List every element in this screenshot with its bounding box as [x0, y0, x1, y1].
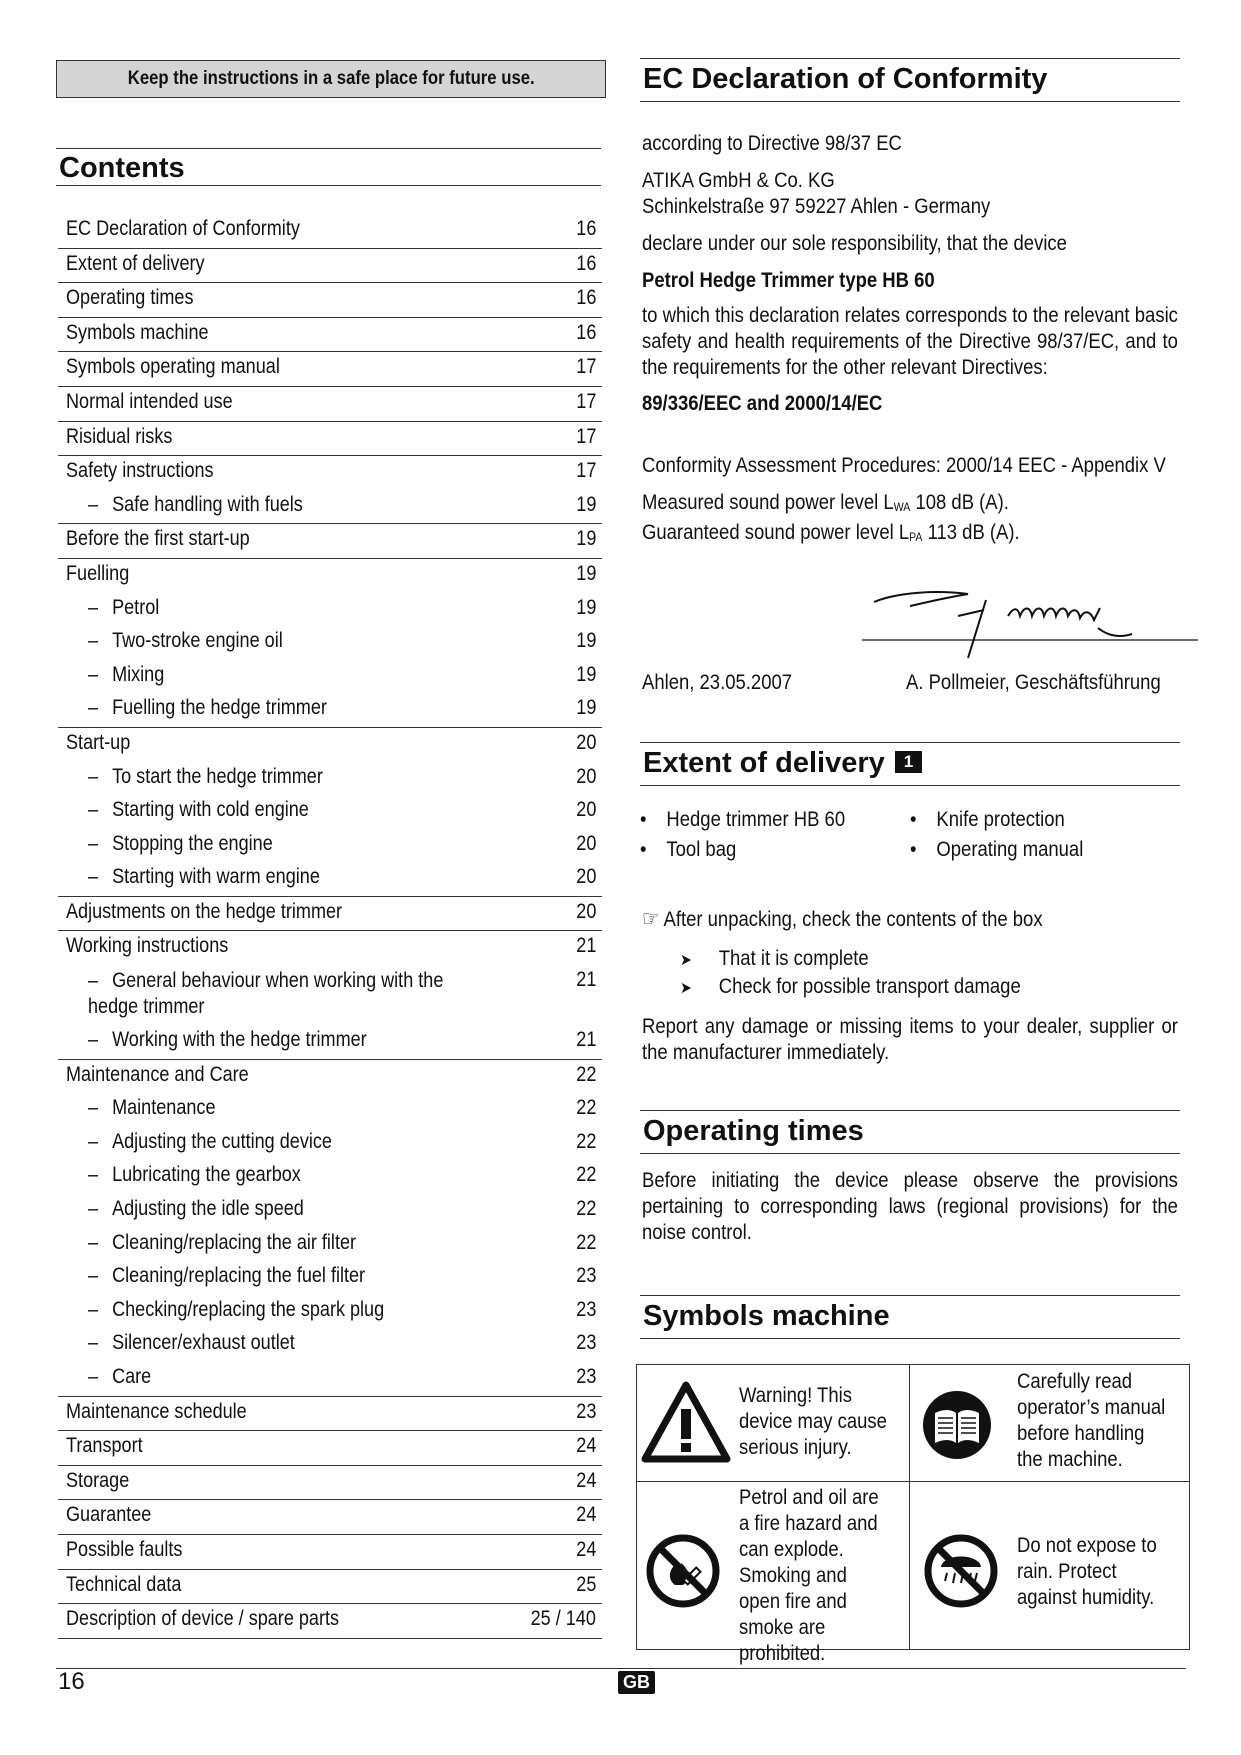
- toc-entry-label: Guarantee: [66, 1503, 152, 1527]
- toc-entry: [58, 593, 602, 627]
- toc-entry: [58, 1396, 602, 1431]
- toc-entry-page: 19: [575, 629, 596, 653]
- contents-heading-bar: [56, 148, 601, 186]
- toc-entry-page: 20: [575, 730, 596, 754]
- toc-entry-page: 17: [575, 424, 596, 448]
- toc-entry: [58, 490, 602, 524]
- delivery-item: • Tool bag: [640, 838, 736, 862]
- toc-entry: [58, 1328, 602, 1362]
- check-item: ➤ Check for possible transport damage: [680, 975, 1021, 998]
- toc-entry-label: Symbols operating manual: [66, 355, 280, 379]
- toc-entry: [58, 1362, 602, 1396]
- symbol-text: Petrol and oil are a fire hazard and can explode. Smoking and open fire and smoke are prohibited.: [739, 1486, 879, 1665]
- toc-entry: [58, 1499, 602, 1534]
- toc-entry-page: 19: [575, 527, 596, 551]
- toc-entry-page: 19: [575, 696, 596, 720]
- toc-entry-page: 21: [575, 1028, 596, 1052]
- toc-entry-page: 17: [575, 355, 596, 379]
- toc-entry-label: – Working with the hedge trimmer: [88, 1028, 367, 1052]
- toc-entry-page: 20: [575, 899, 596, 923]
- toc-entry-page: 21: [575, 968, 596, 992]
- toc-entry-page: 24: [575, 1434, 596, 1458]
- toc-entry-page: 20: [575, 865, 596, 889]
- toc-entry: [58, 523, 602, 558]
- declaration-body: [642, 131, 1178, 550]
- toc-entry: [58, 930, 602, 965]
- toc-entry-page: 24: [575, 1537, 596, 1561]
- warning-triangle-icon: [641, 1381, 731, 1463]
- toc-entry-label: Adjustments on the hedge trimmer: [66, 899, 343, 923]
- toc-entry-label: – Fuelling the hedge trimmer: [88, 696, 327, 720]
- toc-entry: [58, 455, 602, 490]
- toc-entry-page: 19: [575, 662, 596, 686]
- figure-ref-badge: 1: [895, 751, 922, 773]
- toc-entry-page: 23: [575, 1399, 596, 1423]
- toc-entry-label: Normal intended use: [66, 389, 233, 413]
- toc-entry-label: Operating times: [66, 286, 194, 310]
- toc-entry: [58, 896, 602, 931]
- unpacking-note: ☞ After unpacking, check the contents of the box: [642, 906, 1043, 931]
- toc-entry-label: – Maintenance: [88, 1096, 215, 1120]
- place-date: Ahlen, 23.05.2007: [642, 671, 793, 694]
- symbols-heading-bar: [640, 1295, 1180, 1339]
- language-badge: GB: [618, 1671, 655, 1694]
- toc-entry-label: – Silencer/exhaust outlet: [88, 1331, 295, 1355]
- declaration-company: ATIKA GmbH & Co. KG: [642, 169, 835, 192]
- toc-entry-page: 22: [575, 1230, 596, 1254]
- toc-entry: [58, 421, 602, 456]
- arrow-bullet-icon: ➤: [680, 952, 692, 969]
- toc-entry: [58, 727, 602, 762]
- toc-entry-label: EC Declaration of Conformity: [66, 217, 300, 240]
- declaration-declare: declare under our sole responsibility, that the device: [642, 232, 1067, 255]
- declaration-title: EC Declaration of Conformity: [643, 63, 1048, 95]
- toc-entry-label: Transport: [66, 1434, 143, 1458]
- toc-entry-label: Extent of delivery: [66, 251, 205, 275]
- toc-entry-page: 16: [575, 251, 596, 275]
- toc-entry-label: Maintenance schedule: [66, 1399, 247, 1423]
- toc-entry-label: Symbols machine: [66, 320, 209, 344]
- toc-entry: [58, 829, 602, 863]
- toc-entry-page: 22: [575, 1096, 596, 1120]
- signatory: A. Pollmeier, Geschäftsführung: [906, 671, 1161, 694]
- declaration-directives: 89/336/EEC and 2000/14/EC: [642, 392, 883, 415]
- toc-entry: [58, 1261, 602, 1295]
- toc-entry-label: Risidual risks: [66, 424, 173, 448]
- toc-entry-label: Maintenance and Care: [66, 1062, 249, 1086]
- operating-times-text: Before initiating the device please observe the provisions pertaining to corresponding laws (regional provisions) for the noise control.: [642, 1169, 1178, 1244]
- toc-entry: [58, 762, 602, 796]
- symbol-text: Warning! This device may cause serious injury.: [739, 1384, 887, 1459]
- measured-sound-level: Measured sound power level $L_{WA}$ 108 dB (A).: [642, 491, 1009, 514]
- toc-entry-page: 20: [575, 798, 596, 822]
- toc-entry-page: 17: [575, 459, 596, 483]
- toc-entry-page: 25: [575, 1572, 596, 1596]
- operating-times-heading-bar: [640, 1110, 1180, 1154]
- toc-entry-page: 19: [575, 492, 596, 516]
- no-rain-icon: [923, 1533, 999, 1609]
- toc-entry-page: 16: [575, 286, 596, 310]
- toc-entry-page: 23: [575, 1297, 596, 1321]
- toc-entry: [58, 862, 602, 896]
- toc-entry-label: – Checking/replacing the spark plug: [88, 1298, 384, 1322]
- report-text: Report any damage or missing items to your dealer, supplier or the manufacturer immediately.: [642, 1015, 1178, 1064]
- signatory-block: [906, 670, 1186, 696]
- toc-entry: [58, 282, 602, 317]
- toc-entry-label: – To start the hedge trimmer: [88, 765, 323, 789]
- page-number: 16: [58, 1668, 85, 1695]
- delivery-item: • Hedge trimmer HB 60: [640, 808, 845, 832]
- no-smoking-fire-icon: [645, 1533, 721, 1609]
- symbol-text: Carefully read operator’s manual before handling the machine.: [1017, 1370, 1166, 1471]
- toc-entry-label: Safety instructions: [66, 459, 214, 483]
- toc-entry-label: – Petrol: [88, 596, 159, 620]
- operating-times-body: [642, 1168, 1178, 1246]
- toc-entry-page: 22: [575, 1163, 596, 1187]
- toc-entry-label: – Lubricating the gearbox: [88, 1163, 301, 1187]
- signature-image: [858, 580, 1198, 660]
- toc-entry: [58, 1025, 602, 1059]
- table-of-contents: [58, 214, 602, 1639]
- toc-entry-label: – Care: [88, 1365, 151, 1389]
- delivery-item: • Knife protection: [910, 808, 1065, 832]
- toc-entry: [58, 1228, 602, 1262]
- toc-entry: [58, 1295, 602, 1329]
- toc-entry-label: – Stopping the engine: [88, 832, 273, 856]
- toc-entry-label: – Adjusting the idle speed: [88, 1197, 304, 1221]
- toc-entry: [58, 965, 602, 1025]
- symbol-text: Do not expose to rain. Protect against humidity.: [1017, 1534, 1157, 1609]
- toc-entry: [58, 693, 602, 727]
- toc-entry: [58, 1194, 602, 1228]
- toc-entry: [58, 1093, 602, 1127]
- toc-entry: [58, 1160, 602, 1194]
- toc-entry-page: 21: [575, 934, 596, 958]
- toc-entry: [58, 626, 602, 660]
- declaration-directive: according to Directive 98/37 EC: [642, 132, 902, 155]
- toc-entry-label: – Cleaning/replacing the air filter: [88, 1231, 356, 1255]
- toc-entry: [58, 1127, 602, 1161]
- symbols-table: [636, 1364, 1190, 1665]
- contents-title: Contents: [59, 152, 185, 184]
- declaration-address: Schinkelstraße 97 59227 Ahlen - Germany: [642, 195, 991, 218]
- toc-entry: [58, 1430, 602, 1465]
- arrow-bullet-icon: ➤: [680, 980, 692, 997]
- toc-entry-label: – General behaviour when working with the hedge trimmer: [88, 968, 466, 1020]
- toc-entry-page: 22: [575, 1129, 596, 1153]
- report-text-block: [642, 1014, 1178, 1066]
- delivery-item: • Operating manual: [910, 838, 1083, 862]
- toc-entry-label: – Cleaning/replacing the fuel filter: [88, 1264, 365, 1288]
- toc-entry-label: Possible faults: [66, 1537, 183, 1561]
- toc-entry-label: Start-up: [66, 730, 131, 754]
- toc-entry: [58, 660, 602, 694]
- toc-entry-label: Technical data: [66, 1572, 182, 1596]
- toc-entry: [58, 1603, 602, 1639]
- toc-entry: [58, 317, 602, 352]
- declaration-assessment: Conformity Assessment Procedures: 2000/14 EEC - Appendix V: [642, 454, 1166, 477]
- toc-entry: [58, 1465, 602, 1500]
- toc-entry-label: Before the first start-up: [66, 527, 250, 551]
- toc-entry: [58, 1059, 602, 1094]
- keep-instructions-notice: [56, 60, 606, 98]
- toc-entry-label: Fuelling: [66, 561, 130, 585]
- toc-entry-label: Storage: [66, 1468, 130, 1492]
- toc-entry-page: 17: [575, 389, 596, 413]
- toc-entry-page: 24: [575, 1503, 596, 1527]
- toc-entry: [58, 795, 602, 829]
- toc-entry: [58, 351, 602, 386]
- toc-entry: [58, 386, 602, 421]
- toc-entry-page: 24: [575, 1468, 596, 1492]
- toc-entry-page: 20: [575, 831, 596, 855]
- toc-entry-page: 19: [575, 561, 596, 585]
- declaration-relates-text: to which this declaration relates corresponds to the relevant basic safety and health requirements of the Directive 98/37/EC, and to the requirements for the other relevant Directives:: [642, 304, 1178, 379]
- toc-entry-page: 23: [575, 1331, 596, 1355]
- declaration-device: Petrol Hedge Trimmer type HB 60: [642, 269, 935, 292]
- guaranteed-sound-level: Guaranteed sound power level $L_{PA}$ 113 dB (A).: [642, 521, 1020, 544]
- toc-entry-label: – Mixing: [88, 663, 164, 687]
- toc-entry-page: 23: [575, 1264, 596, 1288]
- toc-entry: [58, 1569, 602, 1604]
- toc-entry-label: – Starting with cold engine: [88, 798, 309, 822]
- toc-entry-label: – Starting with warm engine: [88, 865, 320, 889]
- toc-entry-label: – Adjusting the cutting device: [88, 1130, 332, 1154]
- toc-entry: [58, 1534, 602, 1569]
- toc-entry: [58, 248, 602, 283]
- toc-entry: [58, 558, 602, 593]
- toc-entry-page: 16: [575, 217, 596, 240]
- delivery-title: Extent of delivery 1: [643, 747, 922, 780]
- toc-entry-page: 22: [575, 1062, 596, 1086]
- symbols-title: Symbols machine: [643, 1300, 890, 1332]
- toc-entry-page: 20: [575, 764, 596, 788]
- toc-entry-page: 16: [575, 320, 596, 344]
- toc-entry-label: Description of device / spare parts: [66, 1607, 340, 1631]
- toc-entry-page: 19: [575, 595, 596, 619]
- toc-entry-label: Working instructions: [66, 934, 229, 958]
- operating-times-title: Operating times: [643, 1115, 864, 1147]
- declaration-heading-bar: [640, 58, 1180, 102]
- toc-entry-page: 23: [575, 1365, 596, 1388]
- check-item: ➤ That it is complete: [680, 947, 869, 970]
- toc-entry-label: – Two-stroke engine oil: [88, 629, 283, 653]
- keep-instructions-text: Keep the instructions in a safe place for future use.: [127, 68, 535, 89]
- toc-entry-page: 25 / 140: [530, 1607, 596, 1631]
- toc-entry-label: – Safe handling with fuels: [88, 493, 303, 517]
- read-manual-icon: [921, 1389, 993, 1461]
- toc-entry: [58, 214, 602, 248]
- delivery-heading-bar: [640, 742, 1180, 786]
- pointing-hand-icon: ☞: [642, 906, 660, 931]
- footer-rule: [56, 1668, 1186, 1669]
- toc-entry-page: 22: [575, 1197, 596, 1221]
